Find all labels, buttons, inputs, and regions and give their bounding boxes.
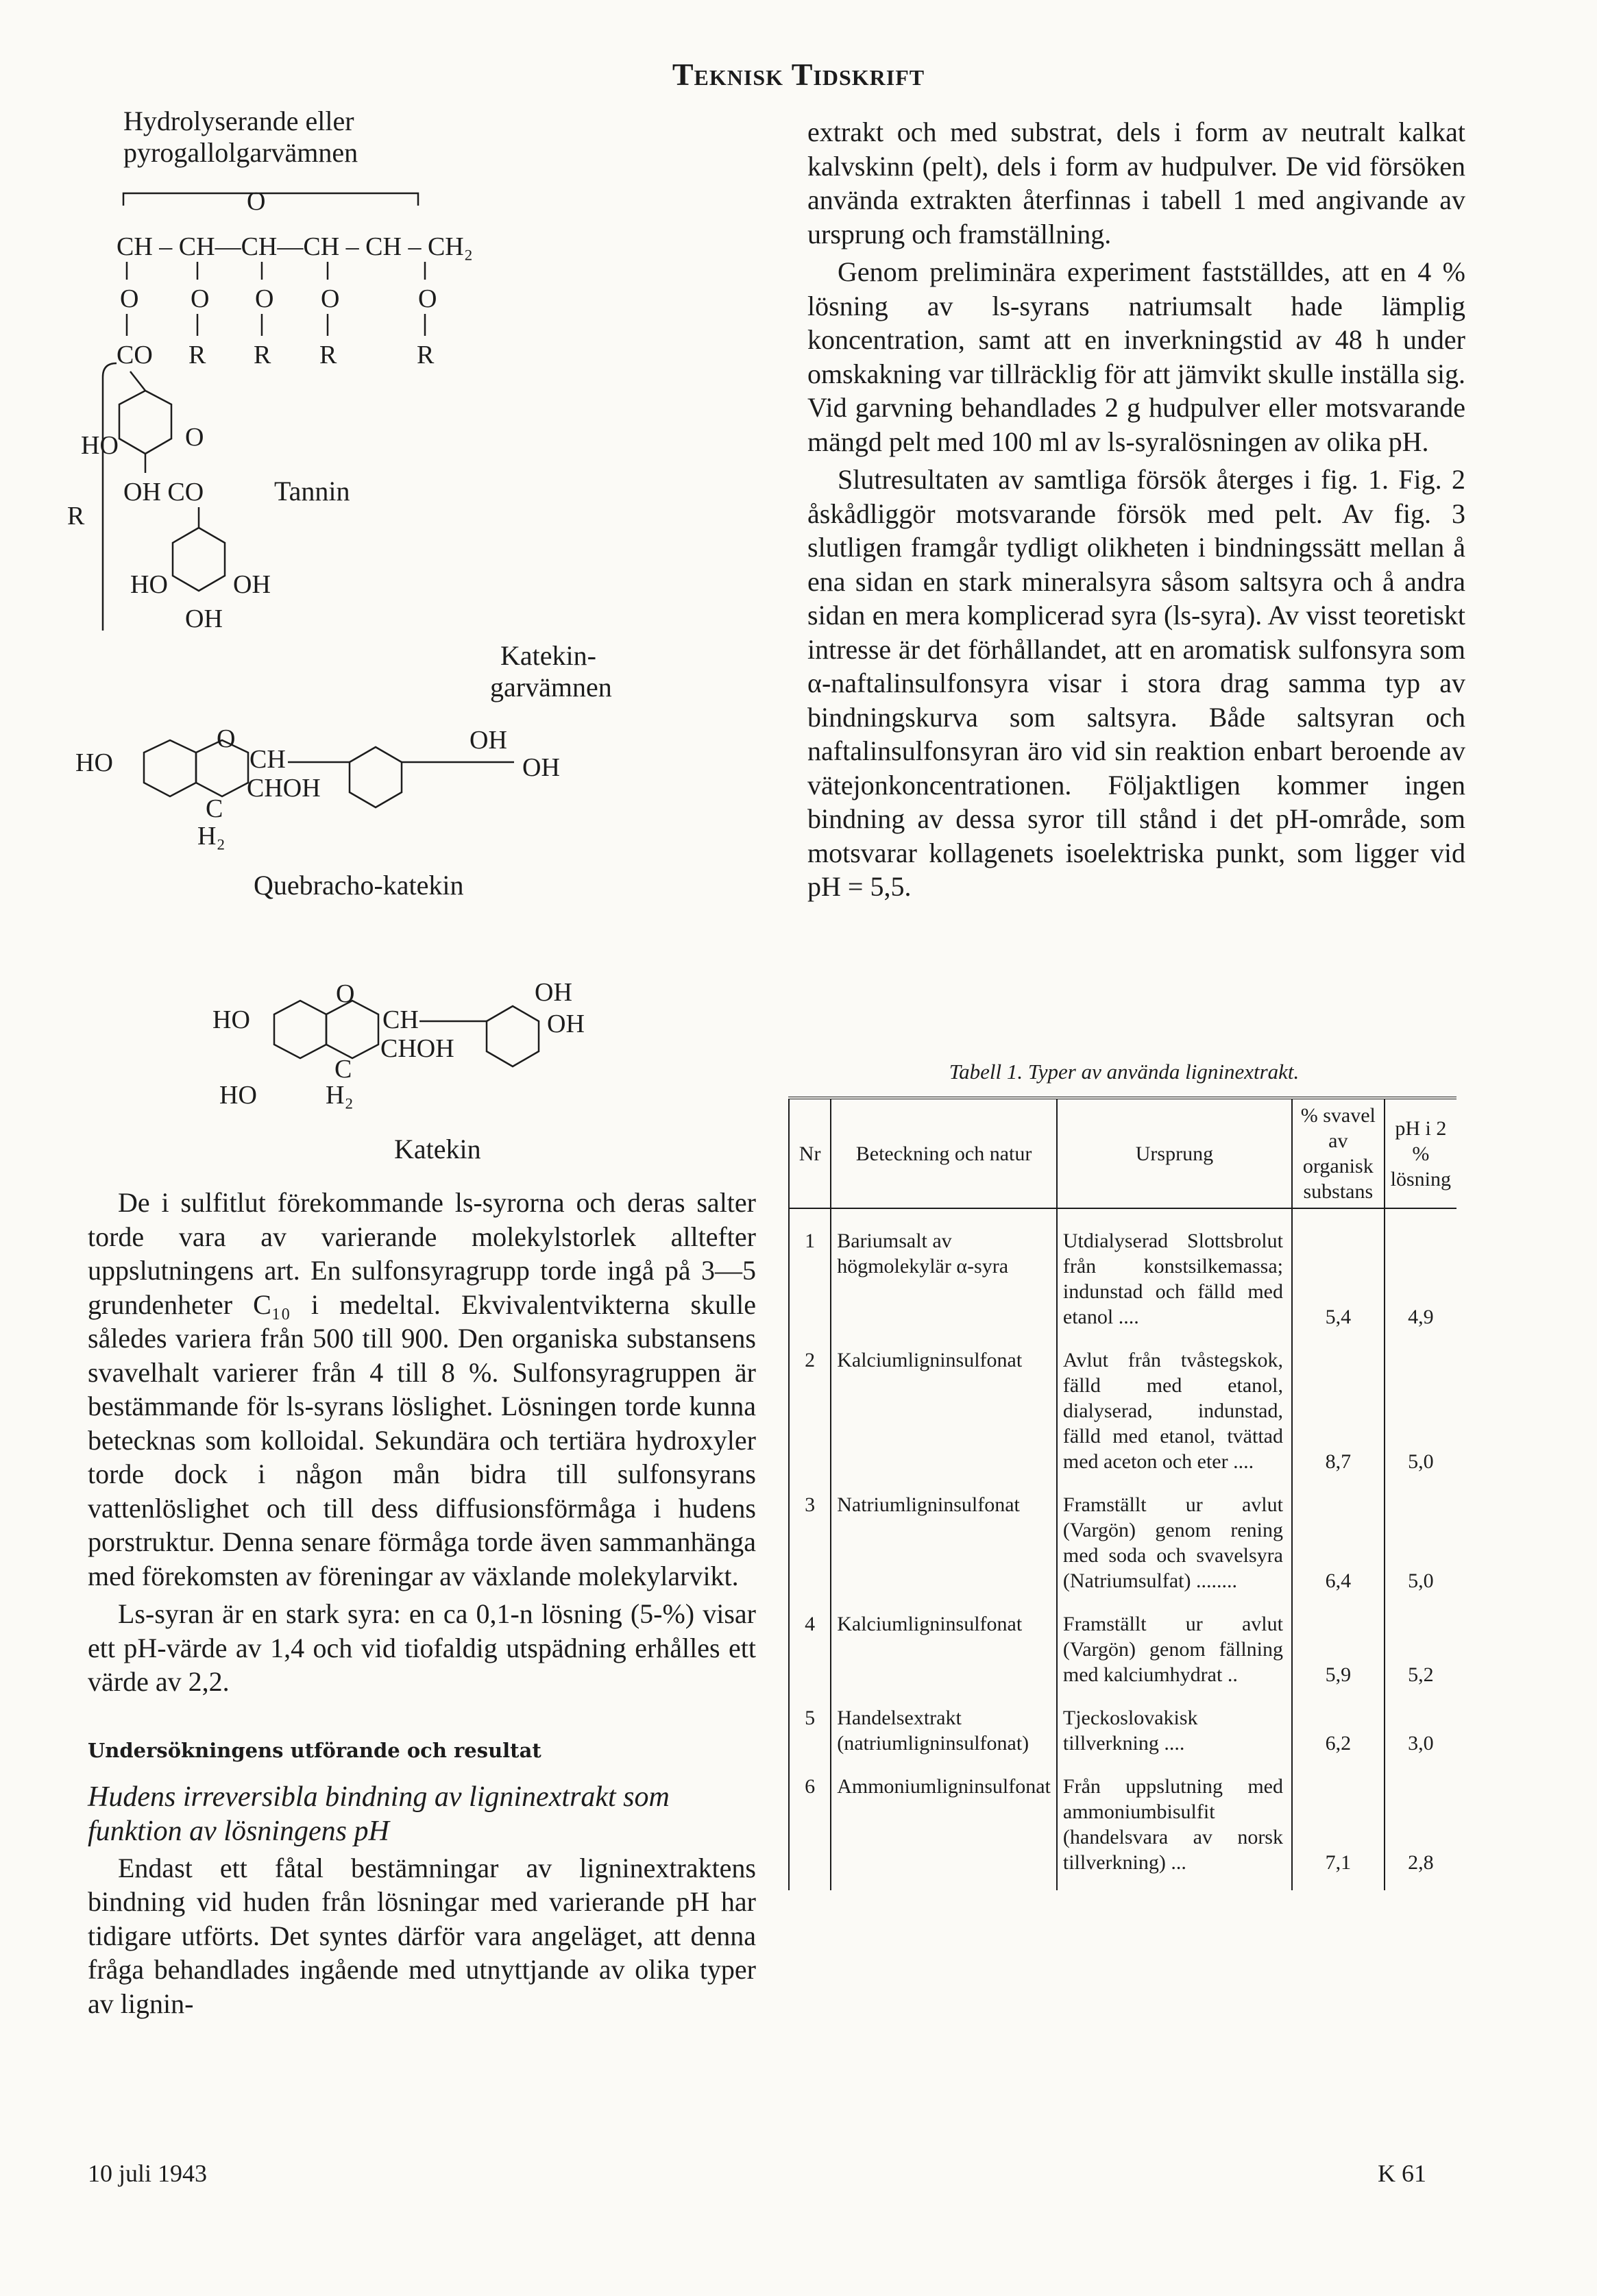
footer-date: 10 juli 1943 (88, 2160, 208, 2187)
quebracho-ho: HO (75, 748, 113, 777)
table-row (789, 1702, 1456, 1771)
cell-ph: 3,0 (1385, 1702, 1456, 1771)
quebracho-h2: H₂ (197, 822, 225, 851)
cell-ph: 2,8 (1385, 1771, 1456, 1890)
cell-beteckning: Handelsextrakt (natriumligninsulfonat) (831, 1702, 1057, 1771)
cell-ph: 5,0 (1385, 1345, 1456, 1489)
quebracho-ch: CH (249, 745, 286, 774)
col-header-beteckning: Beteckning och natur (831, 1098, 1057, 1208)
quebracho-ring-a (144, 740, 196, 796)
cell-ursprung: Utdialyserad Slottsbrolut från konstsilkemassa; indunstad och fälld med etanol .... (1057, 1208, 1292, 1345)
ring2-oh-bottom: OH (185, 604, 223, 633)
cell-svavel: 5,4 (1292, 1208, 1385, 1345)
quebracho-choh: CHOH (247, 774, 321, 803)
cell-ph: 4,9 (1385, 1208, 1456, 1345)
bridge-oxygen: O (247, 187, 266, 216)
cell-beteckning: Kalciumligninsulfonat (831, 1345, 1057, 1489)
label-tannin: Tannin (274, 476, 350, 506)
structure-drawings (67, 103, 761, 1199)
chain-o-2: O (191, 284, 210, 313)
katekin-choh: CHOH (380, 1034, 454, 1063)
col-header-nr: Nr (789, 1098, 831, 1208)
katekin-h2: H₂ (326, 1081, 354, 1110)
right-paragraph-2: Genom preliminära experiment fastställdes, att en 4 % lösning av ls-syrans natriumsalt hade lämplig koncentration, samt att en inverkningstid av 48 h under omskakning var tillräcklig för att jämvikt skulle inställa sig. Vid garvning behandlades 2 g hudpulver eller motsvarande mängd pelt med 100 ml av ls-syralösningen av olika pH. (807, 256, 1465, 457)
katekin-o: O (336, 979, 355, 1008)
table-header-row (789, 1098, 1456, 1208)
chain-o-4: O (321, 284, 340, 313)
cell-ursprung: Framställt ur avlut (Vargön) genom rening med soda och svavelsyra (Natriumsulfat) ........ (1057, 1489, 1292, 1609)
lignin-extract-table (788, 1097, 1456, 1890)
quebracho-o: O (217, 724, 236, 753)
cell-svavel: 6,4 (1292, 1489, 1385, 1609)
cell-nr: 3 (789, 1489, 831, 1609)
chain-r-2: R (254, 341, 271, 369)
label-hydrolyserande: Hydrolyserande eller (123, 106, 354, 136)
col-header-ursprung: Ursprung (1057, 1098, 1292, 1208)
label-katekin-garv-2: garvämnen (490, 672, 612, 703)
table-row (789, 1489, 1456, 1609)
right-column (807, 115, 1465, 908)
table-caption: Tabell 1. Typer av använda ligninextrakt. (949, 1060, 1300, 1084)
quebracho-c: C (206, 794, 223, 823)
cell-nr: 4 (789, 1609, 831, 1702)
label-katekin: Katekin (394, 1134, 481, 1164)
quebracho-oh-top: OH (470, 726, 507, 755)
cell-ursprung: Från uppslutning med ammoniumbisulfit (handelsvara av norsk tillverkning) ... (1057, 1771, 1292, 1890)
ring1-ho: HO (81, 431, 119, 460)
label-quebracho-katekin: Quebracho-katekin (254, 870, 464, 901)
subsection-heading: Hudens irreversibla bindning av ligninextrakt som funktion av lösningens pH (88, 1781, 670, 1847)
ring1-o: O (185, 423, 204, 452)
katekin-ring-c (487, 1006, 539, 1066)
cell-beteckning: Natriumligninsulfonat (831, 1489, 1057, 1609)
katekin-ch: CH (382, 1005, 419, 1034)
chain-r-3: R (319, 341, 337, 369)
footer-page-number: K 61 (1378, 2160, 1426, 2187)
katekin-c: C (334, 1055, 352, 1084)
left-paragraph-2: Ls-syran är en stark syra: en ca 0,1-n lösning (5-%) visar ett pH-värde av 1,4 och vid tiofaldig utspädning erhålles ett värde av 2,2. (88, 1598, 756, 1697)
cell-nr: 5 (789, 1702, 831, 1771)
cell-nr: 1 (789, 1208, 831, 1345)
left-paragraph-3: Endast ett fåtal bestämningar av ligninextraktens bindning vid huden från lösningar med varierande pH har tidigare utförts. Det syntes därför vara angeläget, att denna fråga behandlades ingående med utnyttjande av olika typer av lignin- (88, 1852, 756, 2019)
ring2-ho: HO (130, 570, 168, 599)
chain-o-3: O (255, 284, 274, 313)
col-header-svavel: % svavel av organisk substans (1292, 1098, 1385, 1208)
left-paragraph-1: De i sulfitlut förekommande ls-syrorna och deras salter torde vara av varierande molekylstorlek alltefter uppslutningens art. En sulfonsyragrupp torde ingå på 3—5 grundenheter C₁₀ i medeltal. Ekvivalentvikterna skulle således variera från 500 till 900. Den organiska substansens svavelhalt varierer från 4 till 8 %. Sulfonsyragruppen är bestämmande för ls-syrans löslighet. Lösningen torde kunna betecknas som kolloidal. Sekundära och tertiära hydroxyler torde dock i någon mån bidra till sulfonsyrans vattenlöslighet och till dess diffusionsförmåga i hudens porstruktur. Denna senare förmåga torde även sammanhänga med förekomsten av föreningar av växlande molekylarvikt. (88, 1187, 756, 1591)
chemical-structures-figure (67, 103, 761, 1199)
cell-svavel: 6,2 (1292, 1702, 1385, 1771)
journal-title: Teknisk Tidskrift (672, 57, 925, 92)
cell-beteckning: Bariumsalt av högmolekylär α-syra (831, 1208, 1057, 1345)
katekin-ho-bottom: HO (219, 1081, 257, 1110)
cell-ph: 5,0 (1385, 1489, 1456, 1609)
chain-r-1: R (188, 341, 206, 369)
table-row (789, 1609, 1456, 1702)
r-bracket (103, 363, 117, 631)
cell-ursprung: Avlut från tvåstegskok, fälld med etanol, dialyserad, indunstad, fälld med etanol, tvättad med aceton och eter .... (1057, 1345, 1292, 1489)
chain-o-5: O (418, 284, 437, 313)
chain-r-4: R (417, 341, 435, 369)
katekin-ring-a (274, 1001, 326, 1058)
cell-nr: 6 (789, 1771, 831, 1890)
table-row (789, 1771, 1456, 1890)
quebracho-oh-right: OH (522, 753, 560, 782)
right-paragraph-3: Slutresultaten av samtliga försök återges i fig. 1. Fig. 2 åskådliggör motsvarande försök med pelt. Av fig. 3 slutligen framgår tydligt olikheten i bindningssätt mellan å ena sidan en stark mineralsyra såsom saltsyra och å andra sidan en mera komplicerad syra (ls-syra). Av visst teoretiskt intresse är det förhållandet, att en aromatisk sulfonsyra som α-naftalinsulfonsyra visar i stora drag samma typ av bindningskurva som saltsyra. Både saltsyran och naftalinsulfonsyran äro vid sin reaktion enbart beroende av vätejonkoncentrationen. Följaktligen kommer ingen bindning av dessa syror till stånd i det pH-område, som motsvarar kollagenets isoelektriska punkt, som ligger vid pH = 5,5. (807, 464, 1465, 902)
col-header-ph: pH i 2 % lösning (1385, 1098, 1456, 1208)
left-column (88, 1186, 756, 2025)
gallic-ring-1 (119, 391, 171, 454)
section-heading: Undersökningens utförande och resultat (88, 1738, 541, 1762)
cell-beteckning: Kalciumligninsulfonat (831, 1609, 1057, 1702)
cell-svavel: 7,1 (1292, 1771, 1385, 1890)
table-row (789, 1345, 1456, 1489)
sugar-chain: CH – CH—CH—CH – CH – CH₂ (117, 232, 473, 261)
label-katekin-garv-1: Katekin- (500, 640, 596, 671)
ether-bridge-line (123, 193, 418, 206)
cell-ursprung: Framställt ur avlut (Vargön) genom fällning med kalciumhydrat .. (1057, 1609, 1292, 1702)
table-row (789, 1208, 1456, 1345)
gallic-ring-2 (173, 528, 225, 591)
right-paragraph-1: extrakt och med substrat, dels i form av neutralt kalkat kalvskinn (pelt), dels i form av hudpulver. De vid försöken använda extrakten återfinnas i tabell 1 med angivande av ursprung och framställning. (807, 117, 1465, 249)
quebracho-ring-c (350, 747, 402, 807)
cell-ph: 5,2 (1385, 1609, 1456, 1702)
chain-o-1: O (120, 284, 139, 313)
katekin-ring-b (326, 1001, 378, 1058)
katekin-ho: HO (212, 1005, 250, 1034)
ring1-oh-co: OH CO (123, 478, 204, 506)
label-pyrogallol: pyrogallolgarvämnen (123, 137, 358, 168)
r-group-label: R (67, 502, 85, 530)
cell-nr: 2 (789, 1345, 831, 1489)
chain-co: CO (117, 341, 153, 369)
cell-svavel: 8,7 (1292, 1345, 1385, 1489)
cell-ursprung: Tjeckoslovakisk tillverkning .... (1057, 1702, 1292, 1771)
cell-svavel: 5,9 (1292, 1609, 1385, 1702)
katekin-oh-right: OH (547, 1010, 585, 1038)
cell-beteckning: Ammoniumligninsulfonat (831, 1771, 1057, 1890)
katekin-oh-top: OH (535, 978, 572, 1007)
ring2-oh-right: OH (233, 570, 271, 599)
